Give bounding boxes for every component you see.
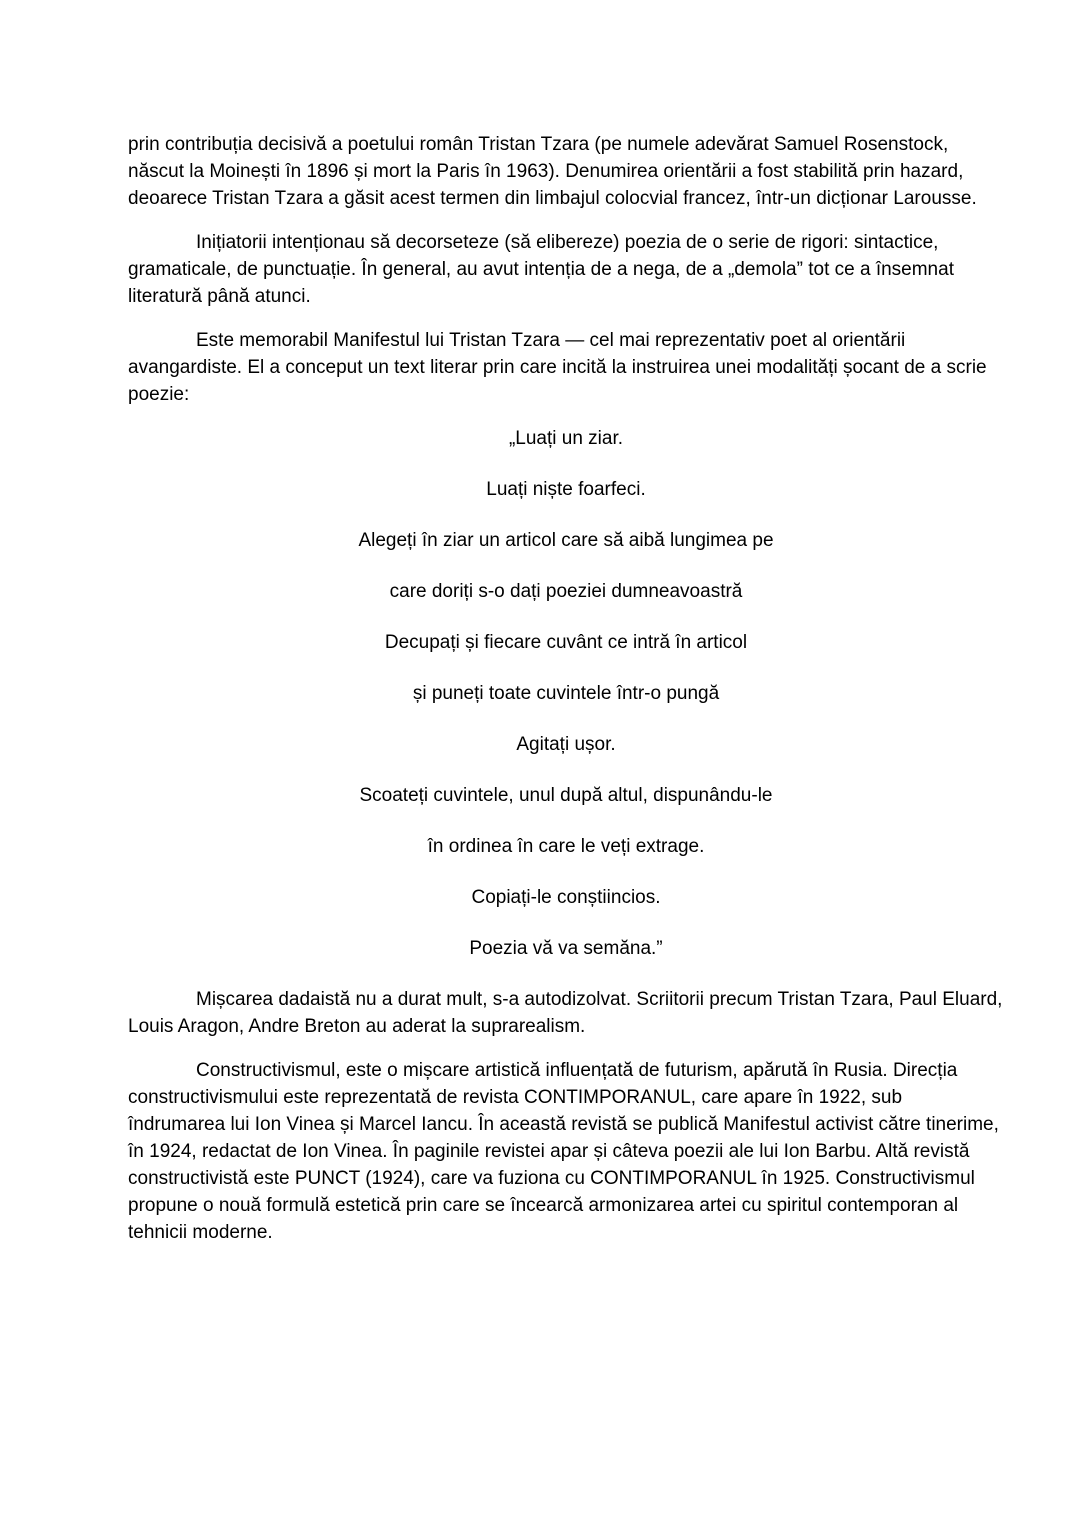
poem-line: în ordinea în care le veți extrage.: [427, 836, 705, 857]
paragraph-initiators: Inițiatorii intenționau să decorseteze (să elibereze) poezia de o serie de rigori: sintactice, gramaticale, de punctuație. În general, au avut intenția de a nega, de a „demola” tot ce a însemnat literatură până atunci.: [128, 232, 954, 307]
poem-line: Poezia vă va semăna.”: [469, 938, 663, 959]
paragraph-constructivism: Constructivismul, este o mișcare artistică influențată de futurism, apărută în Rusia. Direcția constructivismului este reprezentată de revista CONTIMPORANUL, care apare în 1922, sub îndrumarea lui Ion Vinea și Marcel Iancu. În această revistă se publică Manifestul activist către tinerime, în 1924, redactat de Ion Vinea. În paginile revistei apar și câteva poezii ale lui Ion Barbu. Altă revistă constructivistă este PUNCT (1924), care va fuziona cu CONTIMPORANUL în 1925. Constructivismul propune o nouă formulă estetică prin care se încearcă armonizarea artei cu spiritul contemporan al tehnicii moderne.: [128, 1060, 999, 1243]
poem-line: Copiați-le conștiincios.: [471, 887, 661, 908]
poem-line: și puneți toate cuvintele într-o pungă: [412, 683, 720, 704]
poem-line: Luați niște foarfeci.: [486, 479, 646, 500]
poem-line: Scoateți cuvintele, unul după altul, dispunându-le: [359, 785, 773, 806]
paragraph-manifest-intro: Este memorabil Manifestul lui Tristan Tzara — cel mai reprezentativ poet al orientării avangardiste. El a conceput un text literar prin care incită la instruirea unei modalități șocant de a scrie poezie:: [128, 330, 987, 405]
paragraph-dada-origin: prin contribuția decisivă a poetului român Tristan Tzara (pe numele adevărat Samuel Rosenstock, născut la Moinești în 1896 și mort la Paris în 1963). Denumirea orientării a fost stabilită prin hazard, deoarece Tristan Tzara a găsit acest termen din limbajul colocvial francez, într-un dicționar Larousse.: [128, 134, 977, 209]
poem-line: care doriți s-o dați poeziei dumneavoastră: [389, 581, 743, 602]
poem-line: Agitați ușor.: [516, 734, 616, 755]
poem-line: „Luați un ziar.: [508, 428, 624, 449]
paragraph-dada-end: Mișcarea dadaistă nu a durat mult, s-a autodizolvat. Scriitorii precum Tristan Tzara, Paul Eluard, Louis Aragon, Andre Breton au aderat la suprarealism.: [128, 989, 1003, 1037]
poem-line: Decupați și fiecare cuvânt ce intră în articol: [384, 632, 748, 653]
poem-line: Alegeți în ziar un articol care să aibă lungimea pe: [358, 530, 774, 551]
